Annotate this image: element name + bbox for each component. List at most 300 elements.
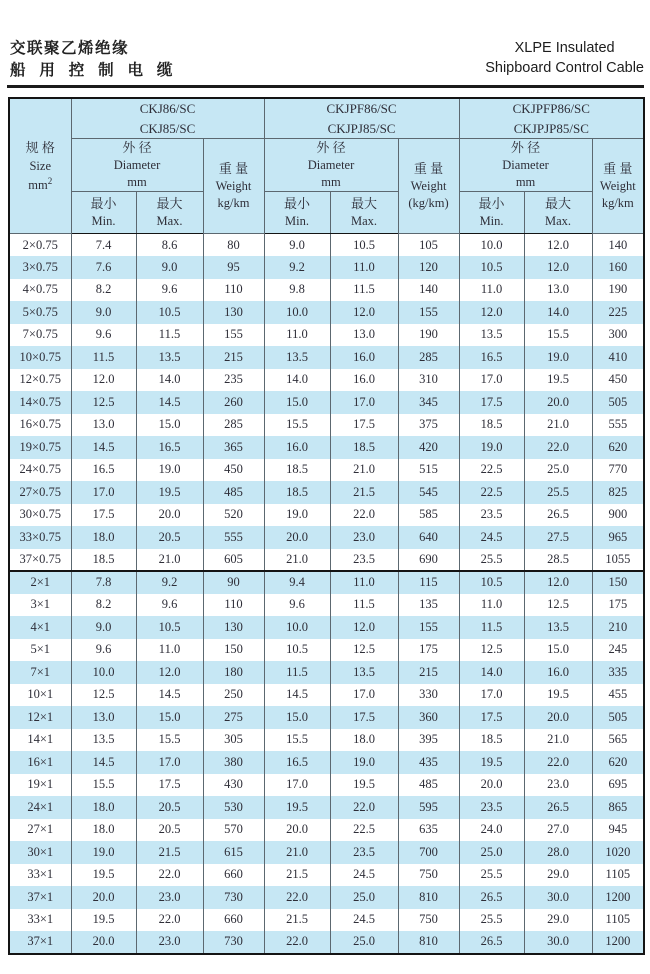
g2-min-cell: 15.0 — [264, 706, 330, 729]
g2-weight-cell: 435 — [398, 751, 459, 774]
table-row — [9, 459, 644, 482]
g1-min-cell: 13.0 — [71, 414, 136, 437]
g2-min-cell: 16.5 — [264, 751, 330, 774]
g2-weight-cell: 810 — [398, 931, 459, 954]
g1-min-cell: 8.2 — [71, 594, 136, 617]
g1-weight-cell: 95 — [203, 256, 264, 279]
g2-weight-cell: 120 — [398, 256, 459, 279]
g1-max-cell: 10.5 — [136, 616, 203, 639]
g1-max-cell: 20.5 — [136, 526, 203, 549]
g2-min-cell: 21.0 — [264, 549, 330, 572]
size-cell: 33×0.75 — [9, 526, 71, 549]
min-header-1: 最小 Min. — [71, 192, 136, 234]
g3-max-cell: 30.0 — [524, 931, 592, 954]
g1-weight-cell: 80 — [203, 234, 264, 257]
g2-weight-cell: 485 — [398, 774, 459, 797]
weight-1-en: Weight — [215, 178, 252, 193]
g1-weight-cell: 150 — [203, 639, 264, 662]
g1-min-cell: 19.5 — [71, 909, 136, 932]
size-cell: 2×0.75 — [9, 234, 71, 257]
g1-max-cell: 9.2 — [136, 571, 203, 594]
g2-weight-cell: 155 — [398, 616, 459, 639]
max-header-1: 最大 Max. — [136, 192, 203, 234]
g3-min-cell: 19.5 — [459, 751, 524, 774]
g1-min-cell: 12.0 — [71, 369, 136, 392]
g3-max-cell: 15.5 — [524, 324, 592, 347]
size-cell: 19×1 — [9, 774, 71, 797]
table-row — [9, 706, 644, 729]
g2-weight-cell: 105 — [398, 234, 459, 257]
g1-weight-cell: 215 — [203, 346, 264, 369]
model-1-line1: CKJ86/SC — [139, 101, 196, 116]
diameter-2-unit: mm — [321, 174, 341, 189]
g1-min-cell: 14.5 — [71, 751, 136, 774]
size-cell: 24×1 — [9, 796, 71, 819]
weight-header-1 — [203, 139, 264, 234]
g2-min-cell: 17.0 — [264, 774, 330, 797]
g2-min-cell: 14.0 — [264, 369, 330, 392]
g3-max-cell: 26.5 — [524, 504, 592, 527]
min-header-2: 最小 Min. — [264, 192, 330, 234]
g3-min-cell: 13.5 — [459, 324, 524, 347]
weight-header-3 — [592, 139, 644, 234]
page-header — [10, 38, 644, 83]
g1-min-cell: 15.5 — [71, 774, 136, 797]
g1-weight-cell: 130 — [203, 616, 264, 639]
g2-min-cell: 15.5 — [264, 729, 330, 752]
g3-max-cell: 25.5 — [524, 481, 592, 504]
g3-min-cell: 12.5 — [459, 639, 524, 662]
g1-max-cell: 22.0 — [136, 909, 203, 932]
g3-min-cell: 22.5 — [459, 459, 524, 482]
g3-max-cell: 22.0 — [524, 751, 592, 774]
g1-max-cell: 9.6 — [136, 594, 203, 617]
size-cell: 37×1 — [9, 886, 71, 909]
g3-weight-cell: 225 — [592, 301, 644, 324]
g2-weight-cell: 330 — [398, 684, 459, 707]
g2-min-cell: 21.0 — [264, 841, 330, 864]
title-zh-line2: 船 用 控 制 电 缆 — [10, 62, 178, 80]
table-row — [9, 346, 644, 369]
g2-min-cell: 22.0 — [264, 886, 330, 909]
size-cell: 30×1 — [9, 841, 71, 864]
diameter-2-zh: 外 径 — [316, 140, 346, 156]
g3-max-cell: 20.0 — [524, 706, 592, 729]
g2-weight-cell: 640 — [398, 526, 459, 549]
weight-1-zh: 重 量 — [218, 161, 249, 177]
diameter-3-en: Diameter — [502, 157, 549, 172]
g3-max-cell: 26.5 — [524, 796, 592, 819]
g3-max-cell: 19.0 — [524, 346, 592, 369]
g1-max-cell: 17.5 — [136, 774, 203, 797]
g3-weight-cell: 555 — [592, 414, 644, 437]
g1-max-cell: 9.6 — [136, 279, 203, 302]
g2-max-cell: 19.0 — [330, 751, 398, 774]
g1-min-cell: 12.5 — [71, 391, 136, 414]
g1-weight-cell: 555 — [203, 526, 264, 549]
g1-max-cell: 19.5 — [136, 481, 203, 504]
g1-weight-cell: 380 — [203, 751, 264, 774]
g1-weight-cell: 110 — [203, 594, 264, 617]
g2-weight-cell: 190 — [398, 324, 459, 347]
g3-max-cell: 30.0 — [524, 886, 592, 909]
g2-weight-cell: 115 — [398, 571, 459, 594]
g3-max-cell: 23.0 — [524, 774, 592, 797]
g3-min-cell: 25.0 — [459, 841, 524, 864]
g3-max-cell: 28.0 — [524, 841, 592, 864]
g1-weight-cell: 485 — [203, 481, 264, 504]
g1-min-cell: 17.5 — [71, 504, 136, 527]
g3-weight-cell: 945 — [592, 819, 644, 842]
table-row — [9, 301, 644, 324]
g1-weight-cell: 180 — [203, 661, 264, 684]
g3-weight-cell: 965 — [592, 526, 644, 549]
size-cell: 33×1 — [9, 864, 71, 887]
g1-weight-cell: 605 — [203, 549, 264, 572]
g3-min-cell: 26.5 — [459, 886, 524, 909]
g1-min-cell: 14.5 — [71, 436, 136, 459]
g1-max-cell: 11.0 — [136, 639, 203, 662]
table-row — [9, 414, 644, 437]
g2-max-cell: 24.5 — [330, 909, 398, 932]
g1-weight-cell: 260 — [203, 391, 264, 414]
weight-3-unit: kg/km — [601, 195, 634, 210]
diameter-2-en: Diameter — [307, 157, 355, 172]
g2-max-cell: 23.0 — [330, 526, 398, 549]
g1-weight-cell: 615 — [203, 841, 264, 864]
g3-weight-cell: 410 — [592, 346, 644, 369]
size-cell: 37×1 — [9, 931, 71, 954]
g1-weight-cell: 90 — [203, 571, 264, 594]
g2-weight-cell: 595 — [398, 796, 459, 819]
g2-min-cell: 9.4 — [264, 571, 330, 594]
g2-min-cell: 21.5 — [264, 909, 330, 932]
g1-max-cell: 21.5 — [136, 841, 203, 864]
g1-weight-cell: 285 — [203, 414, 264, 437]
g1-weight-cell: 450 — [203, 459, 264, 482]
g3-weight-cell: 565 — [592, 729, 644, 752]
size-cell: 27×1 — [9, 819, 71, 842]
g3-max-cell: 12.0 — [524, 234, 592, 257]
g2-weight-cell: 155 — [398, 301, 459, 324]
title-en-line2: Shipboard Control Cable — [485, 60, 644, 77]
g2-weight-cell: 395 — [398, 729, 459, 752]
g1-weight-cell: 570 — [203, 819, 264, 842]
g3-weight-cell: 450 — [592, 369, 644, 392]
g3-weight-cell: 150 — [592, 571, 644, 594]
g2-weight-cell: 750 — [398, 909, 459, 932]
size-cell: 5×1 — [9, 639, 71, 662]
g3-max-cell: 13.0 — [524, 279, 592, 302]
size-column-header — [9, 98, 71, 234]
table-row — [9, 481, 644, 504]
table-row — [9, 391, 644, 414]
table-row — [9, 909, 644, 932]
g2-max-cell: 23.5 — [330, 841, 398, 864]
table-row — [9, 639, 644, 662]
g2-max-cell: 18.0 — [330, 729, 398, 752]
g3-min-cell: 25.5 — [459, 549, 524, 572]
g1-max-cell: 15.0 — [136, 414, 203, 437]
g2-max-cell: 17.5 — [330, 414, 398, 437]
g3-weight-cell: 865 — [592, 796, 644, 819]
g2-min-cell: 9.0 — [264, 234, 330, 257]
g1-max-cell: 10.5 — [136, 301, 203, 324]
weight-3-zh: 重 量 — [603, 161, 633, 177]
g2-max-cell: 17.0 — [330, 391, 398, 414]
g2-max-cell: 21.0 — [330, 459, 398, 482]
g3-min-cell: 11.5 — [459, 616, 524, 639]
table-row — [9, 616, 644, 639]
size-cell: 19×0.75 — [9, 436, 71, 459]
size-cell: 10×1 — [9, 684, 71, 707]
model-1-line2: CKJ85/SC — [139, 120, 196, 136]
g3-max-cell: 19.5 — [524, 684, 592, 707]
g1-min-cell: 18.0 — [71, 526, 136, 549]
g2-weight-cell: 360 — [398, 706, 459, 729]
g1-min-cell: 13.0 — [71, 706, 136, 729]
g1-weight-cell: 660 — [203, 864, 264, 887]
diameter-header-2 — [264, 139, 398, 192]
g2-max-cell: 13.5 — [330, 661, 398, 684]
g1-weight-cell: 235 — [203, 369, 264, 392]
size-cell: 37×0.75 — [9, 549, 71, 572]
g1-min-cell: 13.5 — [71, 729, 136, 752]
weight-2-en: Weight — [410, 178, 447, 193]
g1-max-cell: 20.0 — [136, 504, 203, 527]
g1-max-cell: 23.0 — [136, 931, 203, 954]
table-row — [9, 369, 644, 392]
g1-min-cell: 7.6 — [71, 256, 136, 279]
g2-weight-cell: 420 — [398, 436, 459, 459]
g3-max-cell: 27.5 — [524, 526, 592, 549]
table-header — [9, 98, 644, 234]
g3-weight-cell: 695 — [592, 774, 644, 797]
g3-weight-cell: 620 — [592, 436, 644, 459]
diameter-header-1 — [71, 139, 203, 192]
min-header-3: 最小 Min. — [459, 192, 524, 234]
g3-min-cell: 17.5 — [459, 706, 524, 729]
table-row — [9, 504, 644, 527]
g1-weight-cell: 660 — [203, 909, 264, 932]
g1-weight-cell: 130 — [203, 301, 264, 324]
size-cell: 30×0.75 — [9, 504, 71, 527]
table-row — [9, 684, 644, 707]
g3-min-cell: 23.5 — [459, 796, 524, 819]
diameter-1-zh: 外 径 — [122, 140, 152, 156]
g3-max-cell: 29.0 — [524, 909, 592, 932]
g2-weight-cell: 700 — [398, 841, 459, 864]
g1-max-cell: 9.0 — [136, 256, 203, 279]
g3-max-cell: 28.5 — [524, 549, 592, 572]
g3-max-cell: 22.0 — [524, 436, 592, 459]
size-cell: 33×1 — [9, 909, 71, 932]
g1-min-cell: 16.5 — [71, 459, 136, 482]
g2-max-cell: 12.5 — [330, 639, 398, 662]
g3-min-cell: 19.0 — [459, 436, 524, 459]
g1-min-cell: 7.8 — [71, 571, 136, 594]
g2-max-cell: 22.0 — [330, 504, 398, 527]
g2-weight-cell: 585 — [398, 504, 459, 527]
g3-max-cell: 12.0 — [524, 571, 592, 594]
size-cell: 5×0.75 — [9, 301, 71, 324]
g3-max-cell: 29.0 — [524, 864, 592, 887]
g3-max-cell: 21.0 — [524, 729, 592, 752]
table-row — [9, 279, 644, 302]
g2-weight-cell: 375 — [398, 414, 459, 437]
g3-weight-cell: 1105 — [592, 909, 644, 932]
g1-min-cell: 11.5 — [71, 346, 136, 369]
g2-min-cell: 14.5 — [264, 684, 330, 707]
g1-max-cell: 19.0 — [136, 459, 203, 482]
g1-min-cell: 18.0 — [71, 819, 136, 842]
g2-max-cell: 17.5 — [330, 706, 398, 729]
g2-max-cell: 18.5 — [330, 436, 398, 459]
g1-min-cell: 20.0 — [71, 931, 136, 954]
g2-max-cell: 17.0 — [330, 684, 398, 707]
g2-weight-cell: 345 — [398, 391, 459, 414]
g3-min-cell: 17.5 — [459, 391, 524, 414]
g2-weight-cell: 810 — [398, 886, 459, 909]
g2-min-cell: 9.8 — [264, 279, 330, 302]
g3-weight-cell: 160 — [592, 256, 644, 279]
g3-min-cell: 24.5 — [459, 526, 524, 549]
g2-weight-cell: 175 — [398, 639, 459, 662]
g3-min-cell: 17.0 — [459, 684, 524, 707]
g2-max-cell: 11.5 — [330, 594, 398, 617]
g1-max-cell: 15.5 — [136, 729, 203, 752]
g1-min-cell: 10.0 — [71, 661, 136, 684]
g1-weight-cell: 365 — [203, 436, 264, 459]
g3-max-cell: 14.0 — [524, 301, 592, 324]
g1-weight-cell: 530 — [203, 796, 264, 819]
table-row — [9, 234, 644, 257]
max-header-2: 最大 Max. — [330, 192, 398, 234]
g2-max-cell: 12.0 — [330, 301, 398, 324]
g2-min-cell: 11.5 — [264, 661, 330, 684]
g1-min-cell: 19.0 — [71, 841, 136, 864]
size-cell: 12×1 — [9, 706, 71, 729]
g1-min-cell: 9.6 — [71, 324, 136, 347]
g3-min-cell: 18.5 — [459, 729, 524, 752]
weight-header-2 — [398, 139, 459, 234]
g3-weight-cell: 455 — [592, 684, 644, 707]
g3-max-cell: 13.5 — [524, 616, 592, 639]
weight-1-unit: kg/km — [217, 195, 250, 210]
g3-weight-cell: 300 — [592, 324, 644, 347]
g2-max-cell: 21.5 — [330, 481, 398, 504]
diameter-1-en: Diameter — [113, 157, 161, 172]
g1-max-cell: 22.0 — [136, 864, 203, 887]
table-row — [9, 864, 644, 887]
g1-min-cell: 18.0 — [71, 796, 136, 819]
g2-max-cell: 12.0 — [330, 616, 398, 639]
title-en-line1: XLPE Insulated — [514, 40, 615, 56]
g3-min-cell: 25.5 — [459, 909, 524, 932]
size-cell: 4×0.75 — [9, 279, 71, 302]
model-3-line1: CKJPFP86/SC — [512, 101, 590, 116]
table-row — [9, 526, 644, 549]
g3-max-cell: 19.5 — [524, 369, 592, 392]
header-divider-rule — [7, 85, 644, 88]
g1-weight-cell: 305 — [203, 729, 264, 752]
table-body — [9, 234, 644, 954]
g3-min-cell: 12.0 — [459, 301, 524, 324]
size-cell: 4×1 — [9, 616, 71, 639]
g1-max-cell: 12.0 — [136, 661, 203, 684]
weight-3-en: Weight — [599, 178, 636, 193]
g1-weight-cell: 430 — [203, 774, 264, 797]
table-row — [9, 796, 644, 819]
g2-weight-cell: 545 — [398, 481, 459, 504]
g2-max-cell: 25.0 — [330, 931, 398, 954]
g1-weight-cell: 730 — [203, 931, 264, 954]
size-cell: 24×0.75 — [9, 459, 71, 482]
g3-min-cell: 22.5 — [459, 481, 524, 504]
g1-min-cell: 9.0 — [71, 301, 136, 324]
g3-weight-cell: 505 — [592, 706, 644, 729]
g3-weight-cell: 1200 — [592, 931, 644, 954]
g3-max-cell: 27.0 — [524, 819, 592, 842]
g2-weight-cell: 135 — [398, 594, 459, 617]
g3-min-cell: 18.5 — [459, 414, 524, 437]
table-row — [9, 571, 644, 594]
g3-weight-cell: 770 — [592, 459, 644, 482]
g2-min-cell: 9.2 — [264, 256, 330, 279]
g3-weight-cell: 210 — [592, 616, 644, 639]
weight-2-unit: (kg/km) — [408, 195, 449, 210]
g2-weight-cell: 215 — [398, 661, 459, 684]
size-cell: 27×0.75 — [9, 481, 71, 504]
g3-max-cell: 21.0 — [524, 414, 592, 437]
g2-weight-cell: 690 — [398, 549, 459, 572]
g3-weight-cell: 1055 — [592, 549, 644, 572]
g1-max-cell: 14.5 — [136, 391, 203, 414]
g2-max-cell: 19.5 — [330, 774, 398, 797]
title-chinese — [10, 38, 177, 83]
g1-min-cell: 7.4 — [71, 234, 136, 257]
g3-min-cell: 11.0 — [459, 279, 524, 302]
g2-max-cell: 25.0 — [330, 886, 398, 909]
weight-2-zh: 重 量 — [413, 161, 444, 177]
g3-min-cell: 20.0 — [459, 774, 524, 797]
table-row — [9, 819, 644, 842]
table-row — [9, 886, 644, 909]
table-row — [9, 729, 644, 752]
g1-weight-cell: 155 — [203, 324, 264, 347]
size-cell: 7×1 — [9, 661, 71, 684]
g3-min-cell: 10.0 — [459, 234, 524, 257]
g2-max-cell: 16.0 — [330, 369, 398, 392]
g2-weight-cell: 750 — [398, 864, 459, 887]
g3-min-cell: 23.5 — [459, 504, 524, 527]
g2-min-cell: 19.0 — [264, 504, 330, 527]
g3-weight-cell: 140 — [592, 234, 644, 257]
g2-max-cell: 23.5 — [330, 549, 398, 572]
g2-max-cell: 13.0 — [330, 324, 398, 347]
g1-min-cell: 20.0 — [71, 886, 136, 909]
max-header-3: 最大 Max. — [524, 192, 592, 234]
size-cell: 3×0.75 — [9, 256, 71, 279]
g1-max-cell: 8.6 — [136, 234, 203, 257]
g1-min-cell: 17.0 — [71, 481, 136, 504]
g2-min-cell: 19.5 — [264, 796, 330, 819]
g3-min-cell: 24.0 — [459, 819, 524, 842]
g2-weight-cell: 310 — [398, 369, 459, 392]
title-english — [485, 38, 644, 79]
model-group-2-header — [264, 98, 459, 139]
g3-weight-cell: 175 — [592, 594, 644, 617]
